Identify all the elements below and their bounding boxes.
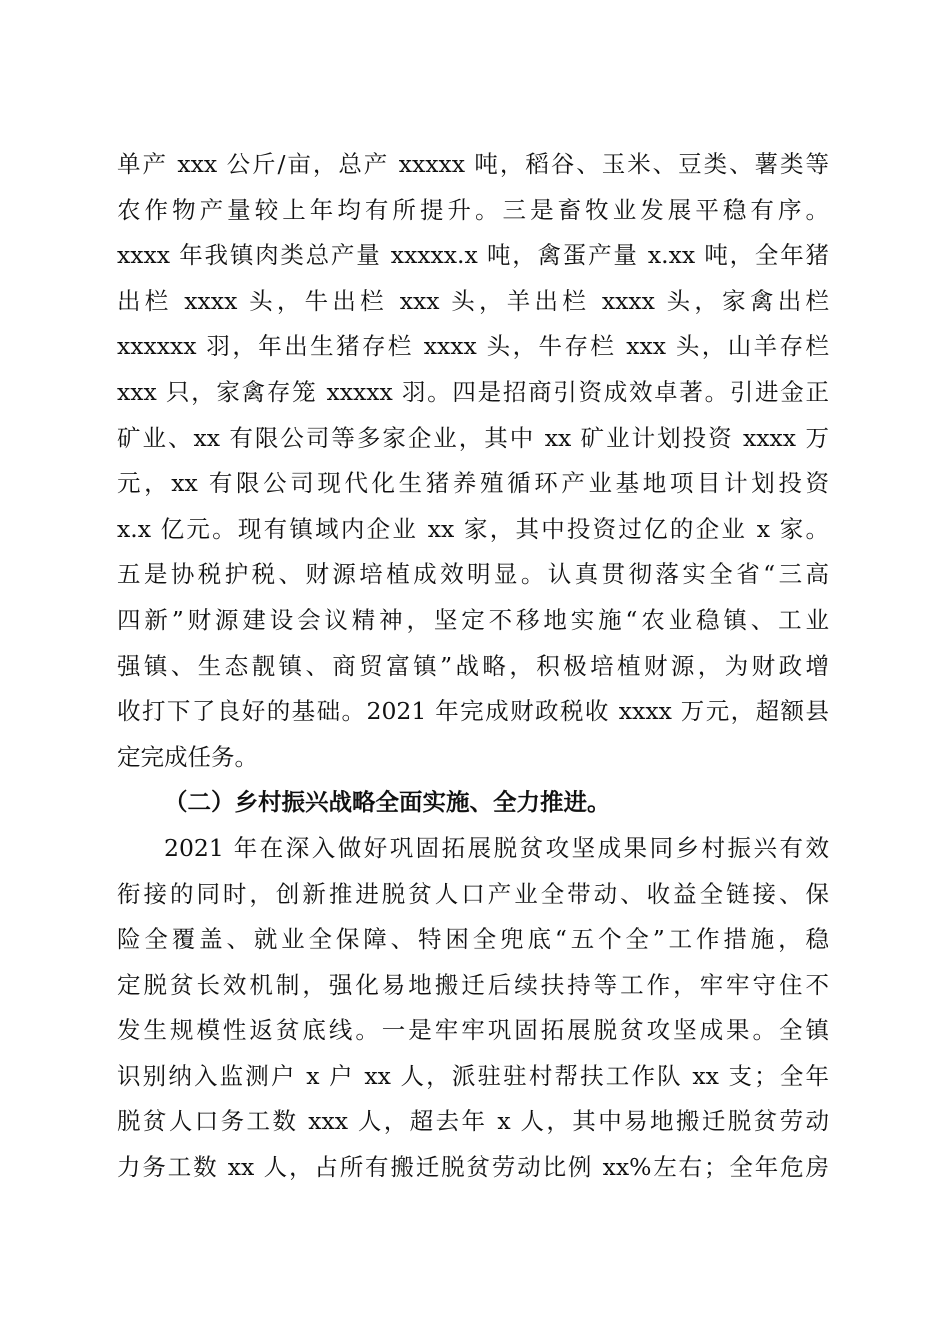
text-line: 单产 xxx 公斤/亩，总产 xxxxx 吨，稻谷、玉米、豆类、薯类等 — [117, 150, 829, 178]
text-line: 力务工数 xx 人，占所有搬迁脱贫劳动比例 xx%左右；全年危房 — [117, 1153, 829, 1182]
text-line: 强镇、生态靓镇、商贸富镇”战略，积极培植财源，为财政增 — [117, 651, 829, 680]
paragraph-first-line: 2021 年在深入做好巩固拓展脱贫攻坚成果同乡村振兴有效 — [164, 833, 829, 862]
text-line: 四新”财源建设会议精神，坚定不移地实施“农业稳镇、工业 — [117, 605, 829, 634]
text-line: xxxx 年我镇肉类总产量 xxxxx.x 吨，禽蛋产量 x.xx 吨，全年猪 — [117, 241, 829, 270]
text-line: 农作物产量较上年均有所提升。三是畜牧业发展平稳有序。 — [117, 195, 829, 224]
text-line: 识别纳入监测户 x 户 xx 人，派驻驻村帮扶工作队 xx 支；全年 — [117, 1061, 829, 1090]
text-line: xxx 只，家禽存笼 xxxxx 羽。四是招商引资成效卓著。引进金正 — [117, 377, 829, 406]
text-line: 险全覆盖、就业全保障、特困全兜底“五个全”工作措施，稳 — [117, 925, 829, 954]
text-line: x.x 亿元。现有镇域内企业 xx 家，其中投资过亿的企业 x 家。 — [117, 514, 829, 543]
text-line: 定完成任务。 — [117, 742, 258, 771]
text-line: 脱贫人口务工数 xxx 人，超去年 x 人，其中易地搬迁脱贫劳动 — [117, 1107, 829, 1136]
text-line: 矿业、xx 有限公司等多家企业，其中 xx 矿业计划投资 xxxx 万 — [117, 423, 829, 452]
text-line: 定脱贫长效机制，强化易地搬迁后续扶持等工作，牢牢守住不 — [117, 970, 829, 999]
section-heading: （二）乡村振兴战略全面实施、全力推进。 — [164, 788, 611, 817]
text-line: xxxxxx 羽，年出生猪存栏 xxxx 头，牛存栏 xxx 头，山羊存栏 — [117, 332, 829, 361]
text-line: 出栏 xxxx 头，牛出栏 xxx 头，羊出栏 xxxx 头，家禽出栏 — [117, 286, 829, 315]
text-line: 发生规模性返贫底线。一是牢牢巩固拓展脱贫攻坚成果。全镇 — [117, 1016, 829, 1045]
text-line: 衔接的同时，创新推进脱贫人口产业全带动、收益全链接、保 — [117, 879, 829, 908]
document-body — [117, 142, 829, 1191]
text-line: 元，xx 有限公司现代化生猪养殖循环产业基地项目计划投资 — [117, 469, 829, 498]
text-line: 五是协税护税、财源培植成效明显。认真贯彻落实全省“三高 — [117, 560, 829, 589]
text-line: 收打下了良好的基础。2021 年完成财政税收 xxxx 万元，超额县 — [117, 697, 829, 726]
